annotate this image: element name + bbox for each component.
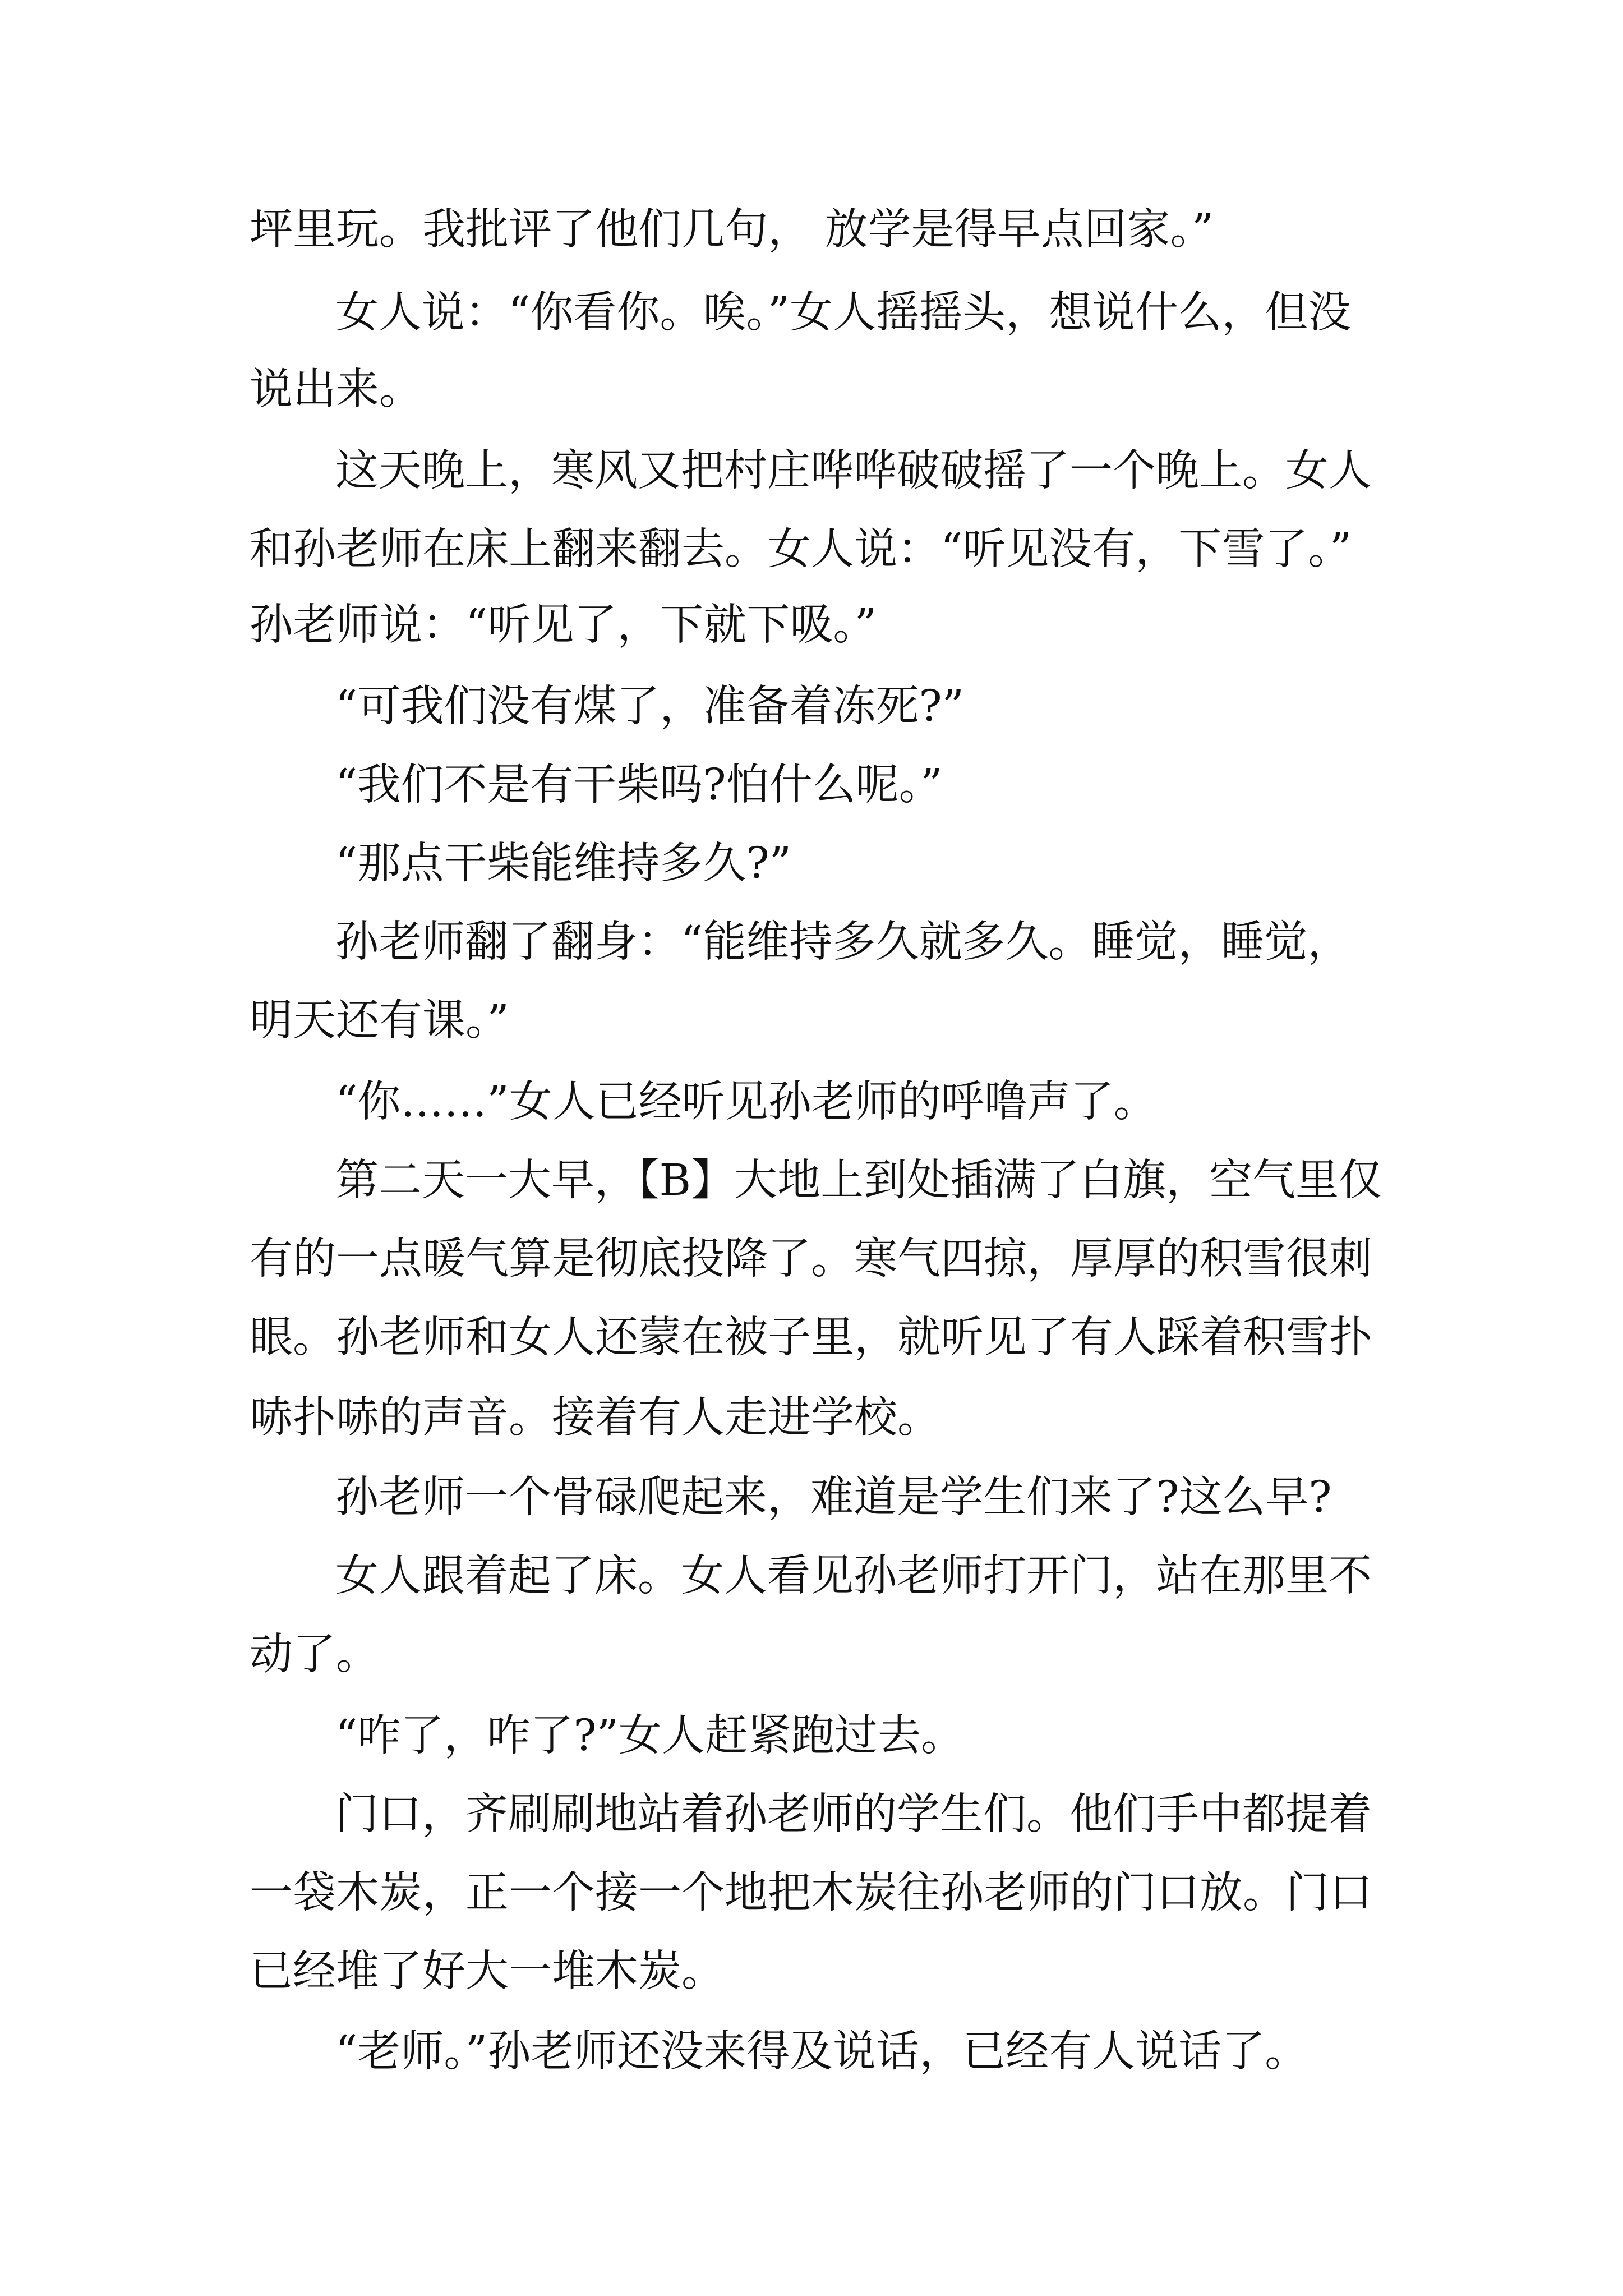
text-line: 一袋木炭，正一个接一个地把木炭往孙老师的门口放。门口: [250, 1868, 1372, 1918]
text-line: 眼。孙老师和女人还蒙在被子里，就听见了有人踩着积雪扑: [250, 1313, 1372, 1363]
text-line: 和孙老师在床上翻来翻去。女人说：“听见没有，下雪了。”: [250, 524, 1352, 574]
text-line: “可我们没有煤了，准备着冻死?”: [335, 682, 965, 731]
text-line: 女人跟着起了床。女人看见孙老师打开门，站在那里不: [335, 1551, 1372, 1601]
text-line: 动了。: [250, 1630, 379, 1680]
text-line: 坪里玩。我批评了他们几句， 放学是得早点回家。”: [250, 205, 1214, 255]
text-line: 已经堆了好大一堆木炭。: [250, 1947, 725, 1996]
text-line: 说出来。: [250, 365, 422, 415]
text-line: 女人说：“你看你。唉。”女人摇摇头，想说什么，但没: [335, 288, 1352, 338]
text-line: 这天晚上，寒风又把村庄哗哗破破摇了一个晚上。女人: [335, 446, 1372, 496]
text-line: 孙老师一个骨碌爬起来，难道是学生们来了?这么早?: [335, 1473, 1332, 1522]
text-line: “老师。”孙老师还没来得及说话，已经有人说话了。: [335, 2027, 1308, 2077]
text-line: 有的一点暖气算是彻底投降了。寒气四掠，厚厚的积雪很刺: [250, 1234, 1372, 1284]
text-line: “我们不是有干柴吗?怕什么呢。”: [335, 760, 943, 810]
text-line: 孙老师说：“听见了，下就下吸。”: [250, 600, 877, 650]
text-line: 哧扑哧的声音。接着有人走进学校。: [250, 1393, 940, 1443]
text-line: “你……”女人已经听见孙老师的呼噜声了。: [335, 1077, 1157, 1127]
text-line: “咋了，咋了?”女人赶紧跑过去。: [335, 1711, 965, 1761]
text-line: “那点干柴能维持多久?”: [335, 839, 792, 889]
text-line: 孙老师翻了翻身：“能维持多久就多久。睡觉，睡觉，: [335, 917, 1351, 967]
text-line: 门口，齐刷刷地站着孙老师的学生们。他们手中都提着: [335, 1789, 1372, 1839]
text-line: 明天还有课。”: [250, 996, 509, 1046]
text-line: 第二天一大早，【B】大地上到处插满了白旗，空气里仅: [335, 1156, 1382, 1205]
